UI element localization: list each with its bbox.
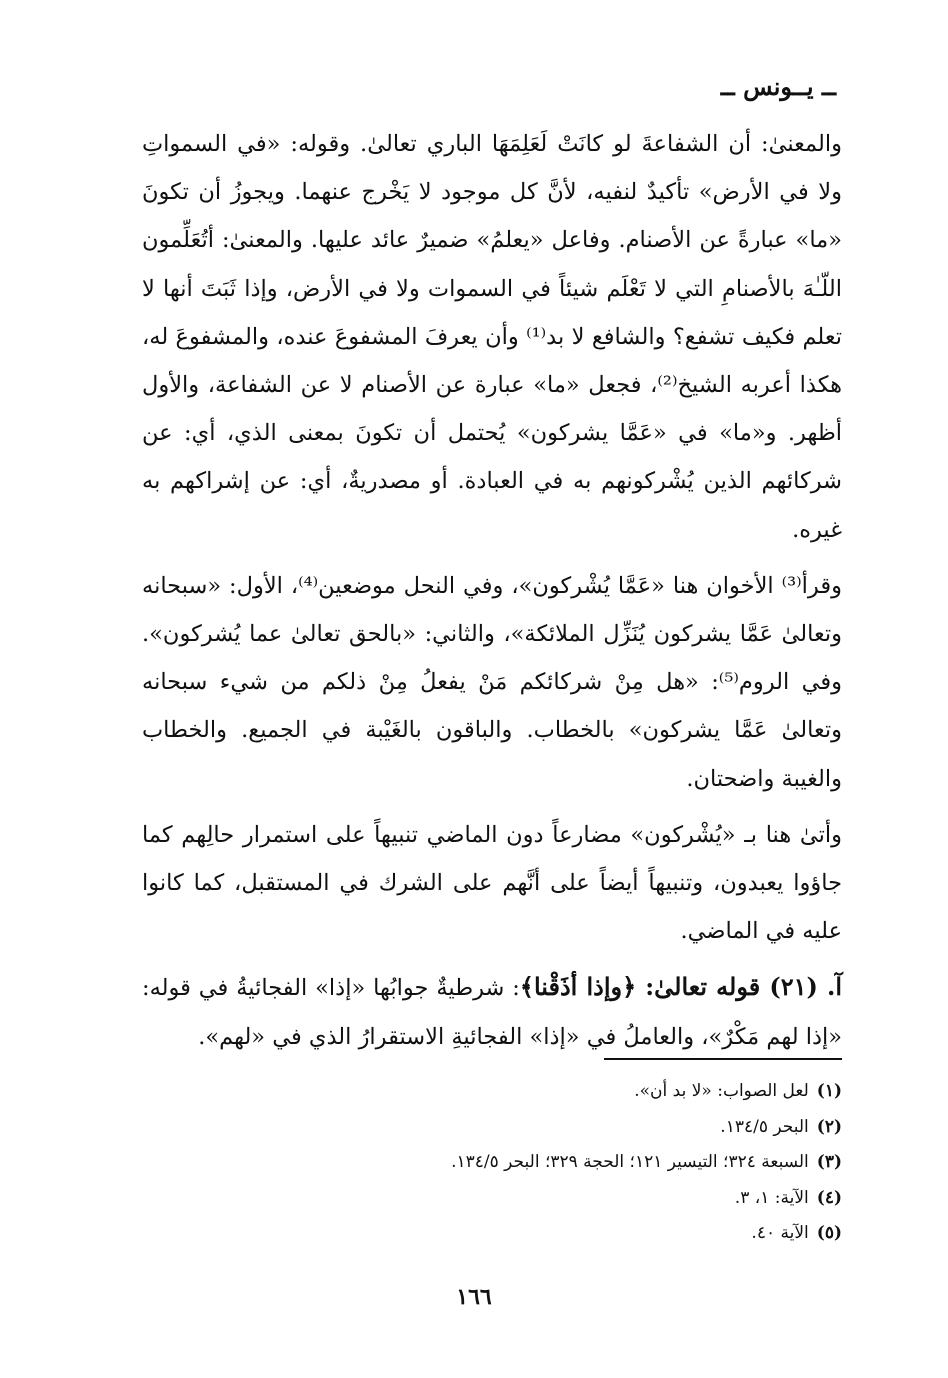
verse-heading: آ. (٢١) قوله تعالىٰ: ﴿وإذا أذَقْنا﴾ [519, 972, 842, 1002]
footnote-text: الآية: ١، ٣. [734, 1187, 809, 1208]
verse-commentary: : شرطيةٌ جوابُها «إذا» الفجائيةُ في قوله: «إذا لهم مَكْرٌ»، والعاملُ في «إذا» الفجائيةِ الاستقرارُ الذي في «لهم». [142, 975, 842, 1050]
paragraph-verse-21 [142, 963, 842, 1060]
paragraph-present-tense: وأتىٰ هنا بـ «يُشْركون» مضارعاً دون الماضي تنبيهاً على استمرار حالِهم كما جاؤوا يعبدون، وتنبيهاً أيضاً على أنَّهم على الشرك في المستقبل، كما كانوا عليه في الماضي. [142, 821, 842, 945]
paragraph-meaning: والمعنىٰ: أن الشفاعةَ لو كانَتْ لَعَلِمَهَا الباري تعالىٰ. وقوله: «في السمواتِ ولا في الأرض» تأكيدٌ لنفيه، لأنَّ كل موجود لا يَخْرج عنهما. ويجوزُ أن تكونَ «ما» عبارةً عن الأصنام. وفاعل «يعلمُ» ضميرٌ عائد عليها. والمعنىٰ: أتُعَلِّمون اللّـٰهَ بالأصنامِ التي لا تَعْلَم شيئاً في السموات ولا في الأرض، وإذا ثَبَتَ أنها لا تعلم فكيف تشفع؟ والشافع لا بد⁽¹⁾ وأن يعرفَ المشفوعَ عنده، والمشفوعَ له، هكذا أعربه الشيخ⁽²⁾، فجعل «ما» عبارة عن الأصنام لا عن الشفاعة، والأول أظهر. و«ما» في «عَمَّا يشركون» يُحتمل أن تكونَ بمعنى الذي، أي: عن شركائهم الذين يُشْركونهم به في العبادة. أو مصدريةٌ، أي: عن إشراكهم به غيره. [142, 131, 843, 543]
running-head-surah-title: ــ يــونس ــ [720, 72, 836, 101]
footnote-text: لعل الصواب: «لا بد أن». [634, 1081, 809, 1101]
footnote-number: (٥) [816, 1223, 842, 1243]
page-number: ١٦٦ [456, 1284, 492, 1310]
footnote-number: (٢) [816, 1116, 842, 1137]
footnote-text: السبعة ٣٢٤؛ التيسير ١٢١؛ الحجة ٣٢٩؛ البحر ١٣٤/٥. [451, 1152, 809, 1172]
footnotes-list [142, 1074, 842, 1252]
paragraph-readings: وقرأ⁽³⁾ الأخوان هنا «عَمَّا يُشْركون»، وفي النحل موضعين⁽⁴⁾، الأول: «سبحانه وتعالىٰ عَمَّا يشركون يُنَزِّل الملائكة»، والثاني: «بالحق تعالىٰ عما يُشركون». وفي الروم⁽⁵⁾: «هل مِنْ شركائكم مَنْ يفعلُ مِنْ ذلكم من شيء سبحانه وتعالىٰ عَمَّا يشركون» بالخطاب. والباقون بالغَيْبة في الجميع. والخطاب والغيبة واضحتان. [142, 572, 842, 792]
footnote-item [142, 1074, 842, 1110]
footnote-item [142, 1110, 842, 1146]
footnote-item [142, 1216, 842, 1252]
footnote-number: (٣) [816, 1152, 842, 1172]
footnote-item [142, 1145, 842, 1181]
footnote-text: البحر ١٣٤/٥. [720, 1116, 809, 1137]
footnote-number: (١) [816, 1081, 842, 1101]
footnote-item [142, 1181, 842, 1217]
footnote-divider [604, 1058, 842, 1060]
footnote-number: (٤) [816, 1187, 842, 1208]
footnote-text: الآية ٤٠. [751, 1223, 809, 1243]
main-text [142, 120, 842, 1061]
